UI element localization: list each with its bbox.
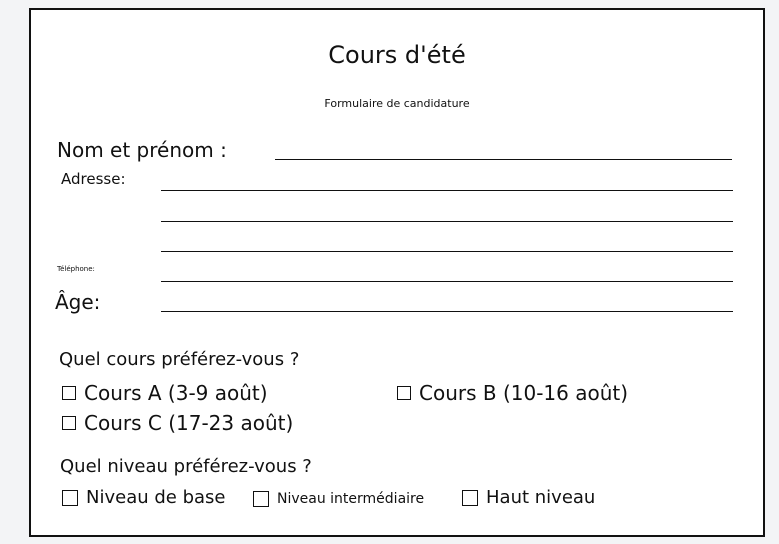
- level-high-checkbox[interactable]: [462, 490, 478, 506]
- course-option-c[interactable]: [62, 413, 293, 433]
- address-field-line-2[interactable]: [161, 221, 733, 222]
- level-high-label: Haut niveau: [486, 487, 596, 508]
- age-field-line[interactable]: [161, 311, 733, 312]
- course-c-checkbox[interactable]: [62, 416, 76, 430]
- level-option-high[interactable]: [462, 489, 595, 507]
- course-b-label: Cours B (10-16 août): [419, 381, 629, 405]
- name-field-line[interactable]: [275, 159, 732, 160]
- course-option-a[interactable]: [62, 383, 268, 403]
- phone-label: Téléphone:: [57, 265, 95, 273]
- course-question: Quel cours préférez-vous ?: [59, 349, 300, 370]
- form-title: Cours d'été: [328, 41, 466, 69]
- course-a-checkbox[interactable]: [62, 386, 76, 400]
- level-intermediate-label: Niveau intermédiaire: [277, 491, 425, 507]
- course-c-label: Cours C (17-23 août): [84, 411, 294, 435]
- level-base-label: Niveau de base: [86, 487, 226, 508]
- course-a-label: Cours A (3-9 août): [84, 381, 268, 405]
- level-option-base[interactable]: [62, 489, 225, 507]
- address-label: Adresse:: [61, 170, 126, 188]
- form-subtitle: Formulaire de candidature: [324, 97, 470, 110]
- course-b-checkbox[interactable]: [397, 386, 411, 400]
- address-field-line-1[interactable]: [161, 190, 733, 191]
- level-intermediate-checkbox[interactable]: [253, 491, 269, 507]
- level-base-checkbox[interactable]: [62, 490, 78, 506]
- name-label: Nom et prénom :: [57, 138, 227, 162]
- application-form: [29, 8, 765, 537]
- age-label: Âge:: [55, 290, 101, 314]
- phone-field-line[interactable]: [161, 281, 733, 282]
- level-option-intermediate[interactable]: [253, 491, 424, 507]
- course-option-b[interactable]: [397, 383, 628, 403]
- address-field-line-3[interactable]: [161, 251, 733, 252]
- level-question: Quel niveau préférez-vous ?: [60, 456, 312, 477]
